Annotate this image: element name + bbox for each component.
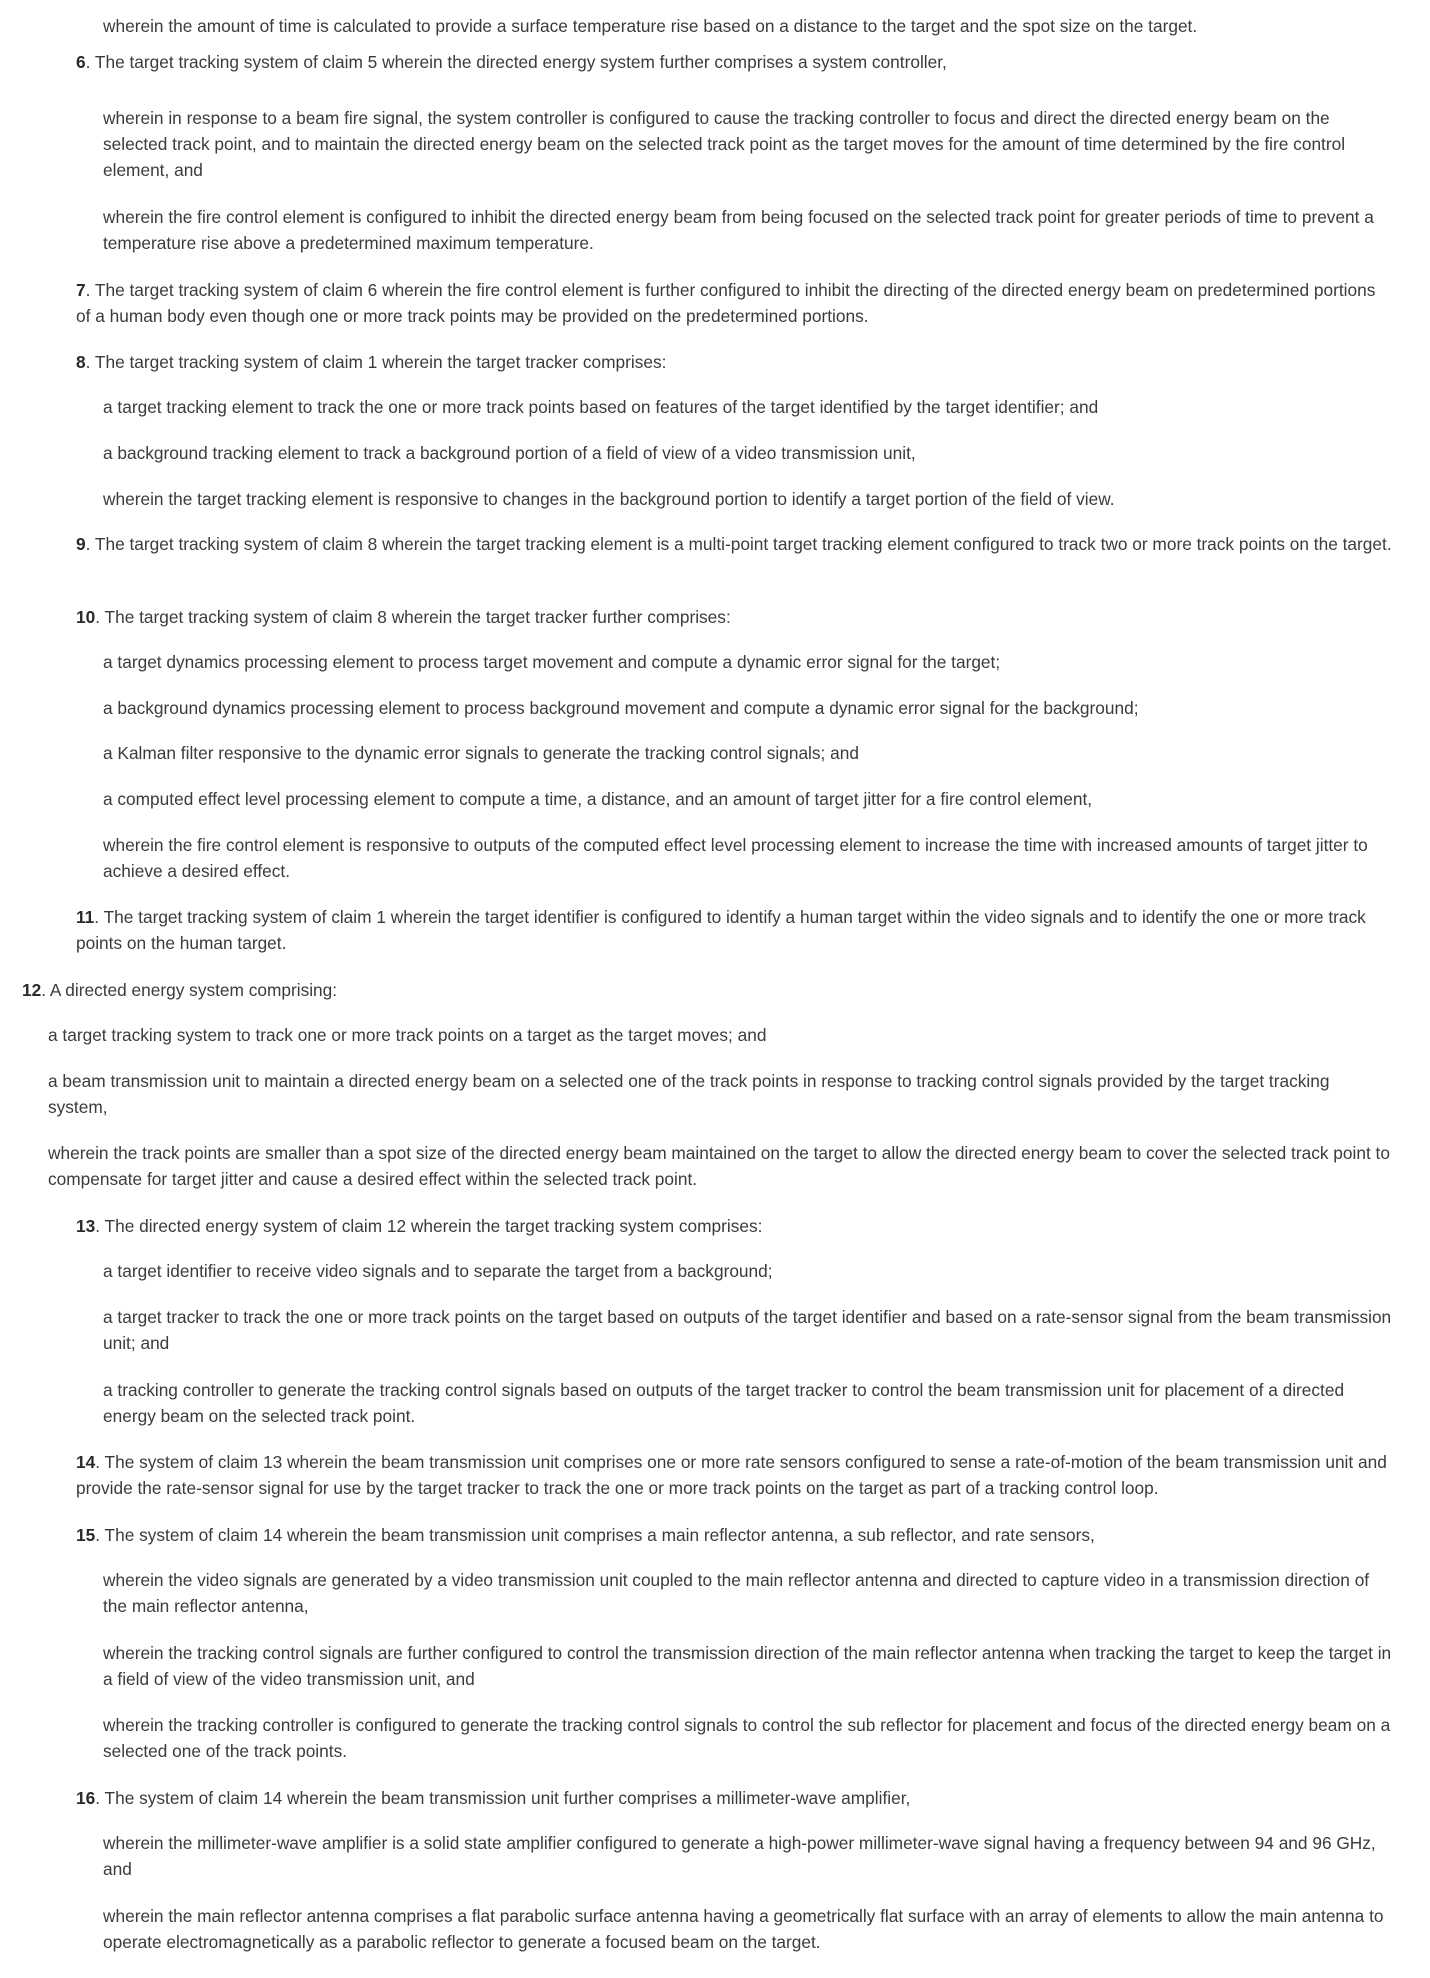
claim-10-kalman-filter: a Kalman filter responsive to the dynamic error signals to generate the tracking control signals; and	[103, 743, 859, 763]
claim-number: 8	[76, 352, 86, 372]
claim-16: 16. The system of claim 14 wherein the beam transmission unit further comprises a millimeter-wave amplifier,	[76, 1788, 911, 1808]
claim-number: 13	[76, 1216, 96, 1236]
claim-10-computed-effect: a computed effect level processing element to compute a time, a distance, and an amount of target jitter for a fire control element,	[103, 789, 1093, 809]
claim-13-tracking-controller: a tracking controller to generate the tracking control signals based on outputs of the target tracker to control the beam transmission unit for placement of a directed energy beam on the selected track point.	[103, 1380, 1345, 1426]
claim-12-beam-transmission-unit: a beam transmission unit to maintain a directed energy beam on a selected one of the track points in response to tracking control signals provided by the target tracking system,	[48, 1071, 1330, 1117]
claim-10: 10. The target tracking system of claim 8 wherein the target tracker further comprises:	[76, 607, 731, 627]
claim-11: 11. The target tracking system of claim 1 wherein the target identifier is configured to identify a human target within the video signals and to identify the one or more track points on the human target.	[76, 907, 1366, 953]
claim-15-wherein-tracking-control: wherein the tracking control signals are further configured to control the transmission direction of the main reflector antenna when tracking the target to keep the target in a field of view of the video transmission unit, and	[103, 1643, 1392, 1689]
claim-5-wherein-time: wherein the amount of time is calculated to provide a surface temperature rise based on a distance to the target and the spot size on the target.	[103, 16, 1198, 36]
claim-8-target-tracking-element: a target tracking element to track the one or more track points based on features of the target identified by the target identifier; and	[103, 397, 1099, 417]
claim-12-target-tracking-system: a target tracking system to track one or more track points on a target as the target moves; and	[48, 1025, 767, 1045]
claim-16-wherein-antenna: wherein the main reflector antenna comprises a flat parabolic surface antenna having a geometrically flat surface with an array of elements to allow the main antenna to operate electromagnetically as a parabolic reflector to generate a focused beam on the target.	[103, 1906, 1384, 1952]
claim-number: 16	[76, 1788, 96, 1808]
claim-6-wherein-inhibit: wherein the fire control element is configured to inhibit the directed energy beam from being focused on the selected track point for greater periods of time to prevent a temperature rise above a predetermined maximum temperature.	[103, 207, 1374, 253]
claim-10-target-dynamics: a target dynamics processing element to process target movement and compute a dynamic error signal for the target;	[103, 652, 1001, 672]
claim-number: 15	[76, 1525, 96, 1545]
claim-8-background-tracking-element: a background tracking element to track a background portion of a field of view of a video transmission unit,	[103, 443, 916, 463]
claim-number: 11	[76, 907, 95, 927]
claim-15-wherein-tracking-controller: wherein the tracking controller is configured to generate the tracking control signals to control the sub reflector for placement and focus of the directed energy beam on a selected one of the track points.	[103, 1715, 1391, 1761]
claim-13-target-identifier: a target identifier to receive video signals and to separate the target from a background;	[103, 1261, 773, 1281]
claim-12-wherein: wherein the track points are smaller than a spot size of the directed energy beam maintained on the target to allow the directed energy beam to cover the selected track point to compensate for target jitter and cause a desired effect within the selected track point.	[48, 1143, 1390, 1189]
claim-number: 10	[76, 607, 96, 627]
claim-10-wherein: wherein the fire control element is responsive to outputs of the computed effect level processing element to increase the time with increased amounts of target jitter to achieve a desired effect.	[103, 835, 1368, 881]
claim-number: 14	[76, 1452, 96, 1472]
claim-number: 7	[76, 280, 86, 300]
claim-number: 9	[76, 534, 86, 554]
claim-14: 14. The system of claim 13 wherein the beam transmission unit comprises one or more rate sensors configured to sense a rate-of-motion of the beam transmission unit and provide the rate-sensor signal for use by the target tracker to track the one or more track points on the target as part of a tracking control loop.	[76, 1452, 1387, 1498]
claim-15-wherein-video: wherein the video signals are generated by a video transmission unit coupled to the main reflector antenna and directed to capture video in a transmission direction of the main reflector antenna,	[103, 1570, 1370, 1616]
claim-6-wherein-fire-signal: wherein in response to a beam fire signal, the system controller is configured to cause the tracking controller to focus and direct the directed energy beam on the selected track point, and to maintain the directed energy beam on the selected track point as the target moves for the amount of time determined by the fire control element, and	[103, 108, 1346, 180]
claim-6: 6. The target tracking system of claim 5 wherein the directed energy system further comprises a system controller,	[76, 52, 947, 72]
claim-10-background-dynamics: a background dynamics processing element to process background movement and compute a dynamic error signal for the background;	[103, 698, 1139, 718]
claim-number: 6	[76, 52, 86, 72]
claim-9: 9. The target tracking system of claim 8 wherein the target tracking element is a multi-point target tracking element configured to track two or more track points on the target.	[76, 534, 1392, 554]
claim-15: 15. The system of claim 14 wherein the beam transmission unit comprises a main reflector antenna, a sub reflector, and rate sensors,	[76, 1525, 1095, 1545]
claim-13-target-tracker: a target tracker to track the one or more track points on the target based on outputs of the target identifier and based on a rate-sensor signal from the beam transmission unit; and	[103, 1307, 1392, 1353]
claim-16-wherein-amplifier: wherein the millimeter-wave amplifier is a solid state amplifier configured to generate a high-power millimeter-wave signal having a frequency between 94 and 96 GHz, and	[103, 1833, 1376, 1879]
claim-12: 12. A directed energy system comprising:	[22, 980, 338, 1000]
claim-7: 7. The target tracking system of claim 6 wherein the fire control element is further configured to inhibit the directing of the directed energy beam on predetermined portions of a human body even though one or more track points may be provided on the predetermined portions.	[76, 280, 1376, 326]
claim-13: 13. The directed energy system of claim 12 wherein the target tracking system comprises:	[76, 1216, 763, 1236]
claim-8-wherein: wherein the target tracking element is responsive to changes in the background portion to identify a target portion of the field of view.	[103, 489, 1115, 509]
claim-number: 12	[22, 980, 42, 1000]
claim-8: 8. The target tracking system of claim 1 wherein the target tracker comprises:	[76, 352, 667, 372]
